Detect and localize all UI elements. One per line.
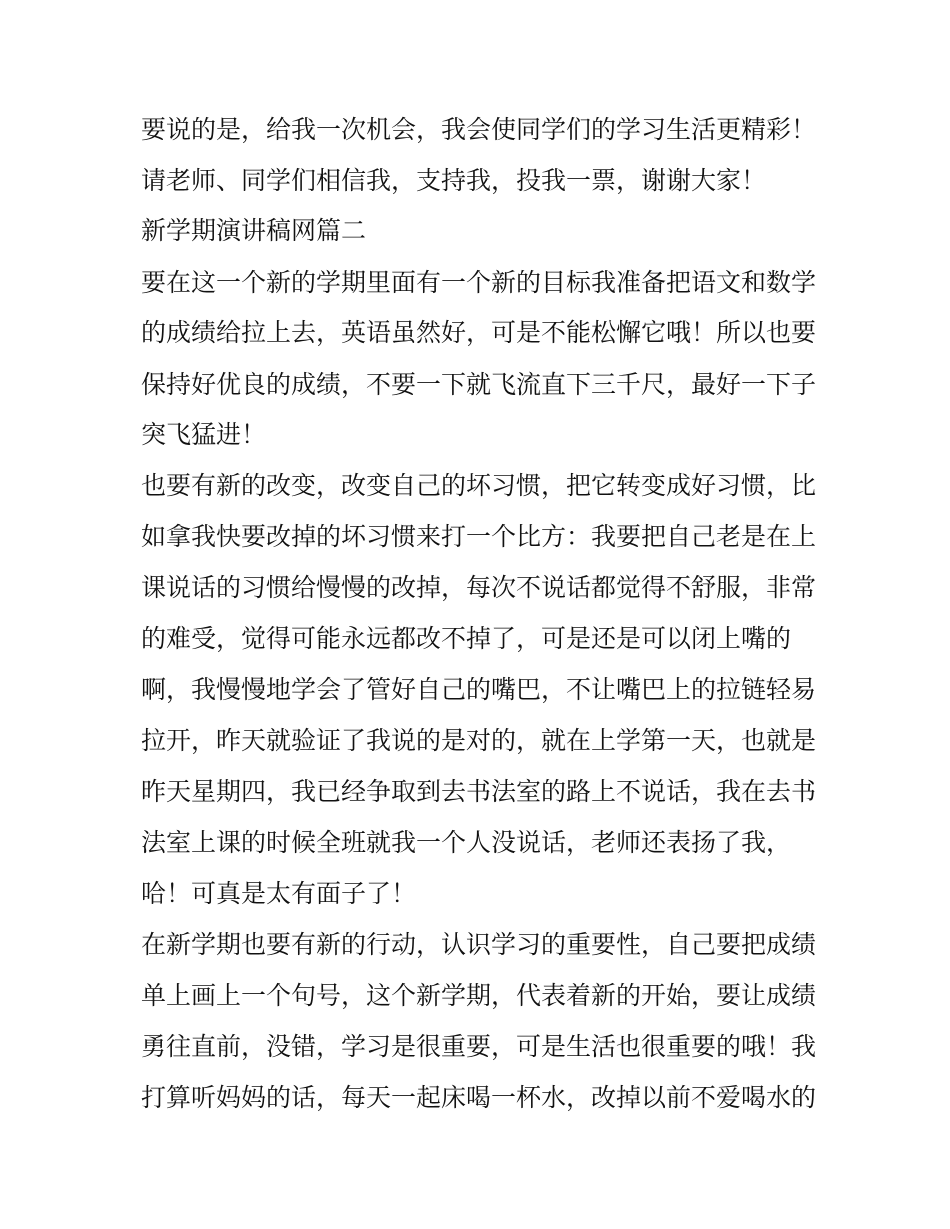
text-line-6: 保持好优良的成绩，不要一下就飞流直下三千尺，最好一下子	[141, 370, 817, 399]
text-line-19: 勇往直前，没错，学习是很重要，可是生活也很重要的哦！我	[141, 1032, 817, 1061]
text-line-20: 打算听妈妈的话，每天一起床喝一杯水，改掉以前不爱喝水的	[141, 1083, 817, 1112]
text-line-1: 要说的是，给我一次机会，我会使同学们的学习生活更精彩！	[141, 115, 817, 144]
text-line-11: 的难受，觉得可能永远都改不掉了，可是还是可以闭上嘴的	[141, 624, 792, 653]
text-line-12: 啊，我慢慢地学会了管好自己的嘴巴，不让嘴巴上的拉链轻易	[141, 675, 817, 704]
section-heading: 新学期演讲稿网篇二	[141, 216, 367, 245]
text-line-9: 如拿我快要改掉的坏习惯来打一个比方：我要把自己老是在上	[141, 522, 817, 551]
text-line-8: 也要有新的改变，改变自己的坏习惯，把它转变成好习惯，比	[141, 471, 817, 500]
text-line-7: 突飞猛进！	[141, 420, 267, 449]
text-line-4: 要在这一个新的学期里面有一个新的目标我准备把语文和数学	[141, 268, 817, 297]
text-line-5: 的成绩给拉上去，英语虽然好，可是不能松懈它哦！所以也要	[141, 318, 817, 347]
text-line-15: 法室上课的时候全班就我一个人没说话，老师还表扬了我，	[141, 828, 792, 857]
text-line-14: 昨天星期四，我已经争取到去书法室的路上不说话，我在去书	[141, 777, 817, 806]
text-line-17: 在新学期也要有新的行动，认识学习的重要性，自己要把成绩	[141, 930, 817, 959]
text-line-2: 请老师、同学们相信我，支持我，投我一票，谢谢大家！	[141, 166, 767, 195]
text-line-18: 单上画上一个句号，这个新学期，代表着新的开始，要让成绩	[141, 981, 817, 1010]
text-line-10: 课说话的习惯给慢慢的改掉，每次不说话都觉得不舒服，非常	[141, 573, 817, 602]
text-line-13: 拉开，昨天就验证了我说的是对的，就在上学第一天，也就是	[141, 726, 817, 755]
text-line-16: 哈！可真是太有面子了！	[141, 879, 417, 908]
